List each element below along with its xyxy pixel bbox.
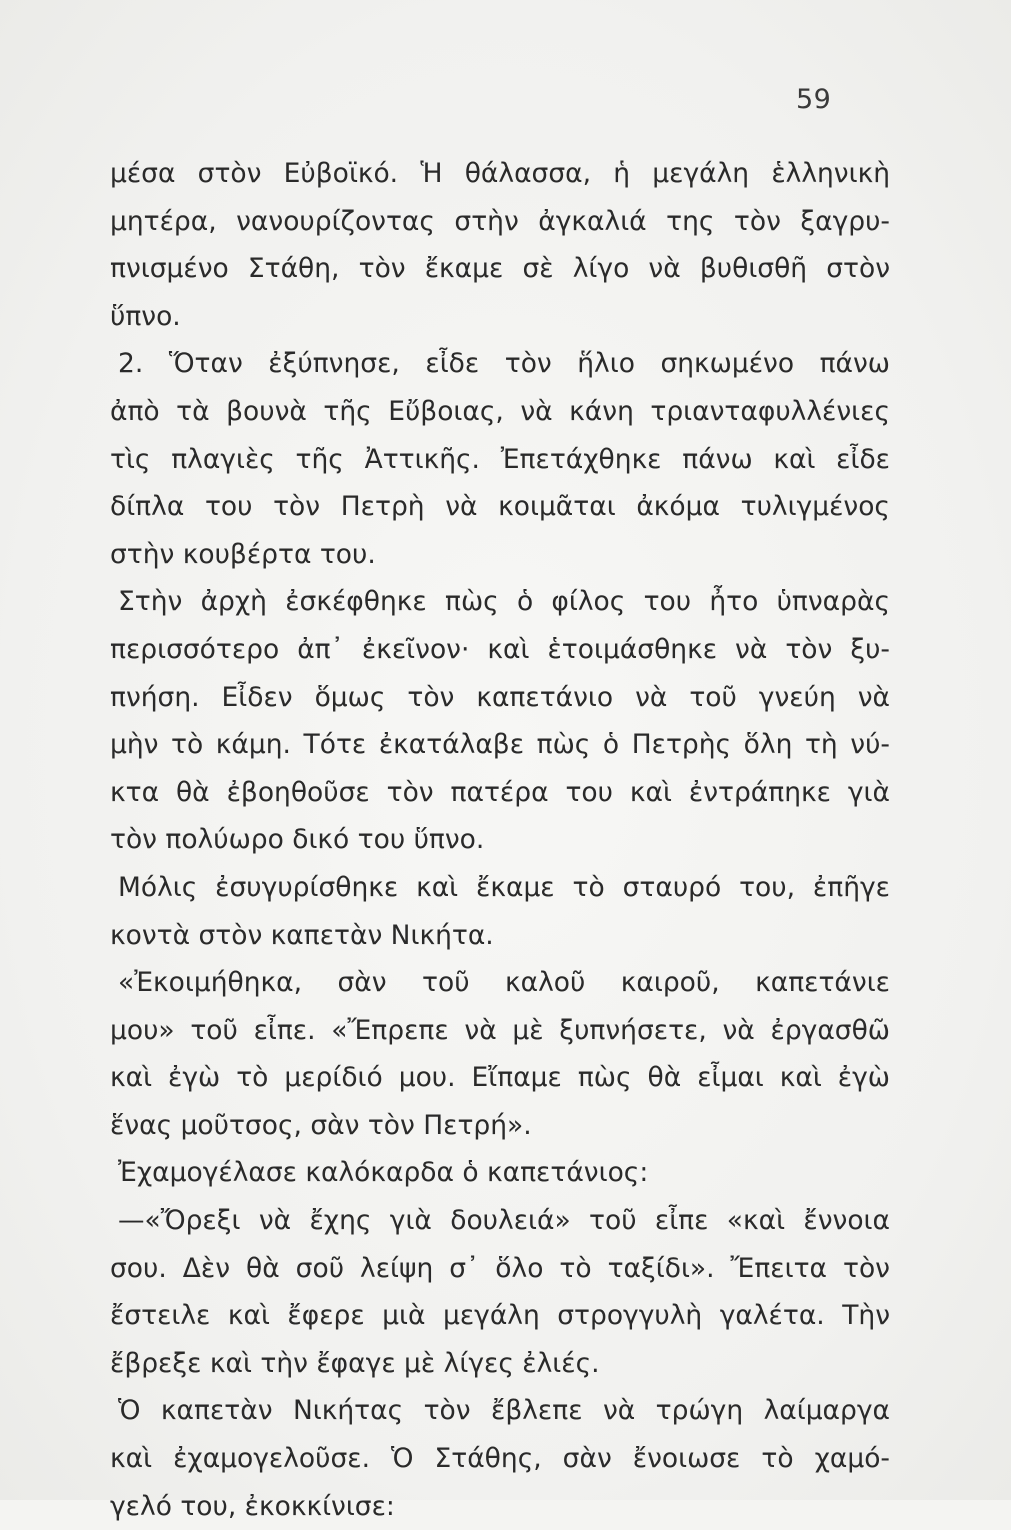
text-line: ἔβρεξε καὶ τὴν ἔφαγε μὲ λίγες ἐλιές.	[110, 1347, 600, 1379]
text-line: μου» τοῦ εἶπε. «Ἔπρεπε νὰ μὲ ξυπνήσετε, νὰ ἐργασθῶ	[110, 1014, 890, 1046]
text-line: μητέρα, νανουρίζοντας στὴν ἀγκαλιά της τὸν ξαγρυ-	[110, 205, 890, 237]
text-line: ὕπνο.	[110, 300, 181, 332]
text-line: μὴν τὸ κάμη. Τότε ἐκατάλαβε πὼς ὁ Πετρὴς ὅλη τὴ νύ-	[110, 729, 890, 761]
text-line: «Ἐκοιμήθηκα, σὰν τοῦ καλοῦ καιροῦ, καπετάνιε	[118, 967, 890, 999]
text-line: κοντὰ στὸν καπετὰν Νικήτα.	[110, 919, 494, 951]
text-line: καὶ ἐγὼ τὸ μερίδιό μου. Εἴπαμε πὼς θὰ εἶμαι καὶ ἐγὼ	[110, 1062, 890, 1094]
text-line: Μόλις ἐσυγυρίσθηκε καὶ ἔκαμε τὸ σταυρό του, ἐπῆγε	[118, 871, 890, 903]
text-line: τὶς πλαγιὲς τῆς Ἀττικῆς. Ἐπετάχθηκε πάνω καὶ εἶδε	[110, 443, 890, 475]
text-line: 2. Ὅταν ἐξύπνησε, εἶδε τὸν ἥλιο σηκωμένο πάνω	[118, 348, 890, 380]
text-line: κτα θὰ ἐβοηθοῦσε τὸν πατέρα του καὶ ἐντράπηκε γιὰ	[110, 776, 890, 808]
text-line: Στὴν ἀρχὴ ἐσκέφθηκε πὼς ὁ φίλος του ἦτο ὑπναρὰς	[118, 586, 890, 618]
text-line: στὴν κουβέρτα του.	[110, 538, 376, 570]
text-line: ἕνας μοῦτσος, σὰν τὸν Πετρή».	[110, 1109, 532, 1141]
text-line: —«Ὄρεξι νὰ ἔχης γιὰ δουλειά» τοῦ εἶπε «καὶ ἔννοια	[118, 1205, 890, 1237]
text-line: ἔστειλε καὶ ἔφερε μιὰ μεγάλη στρογγυλὴ γαλέτα. Τὴν	[110, 1300, 890, 1332]
text-line: σου. Δὲν θὰ σοῦ λείψη σ᾿ ὅλο τὸ ταξίδι». Ἔπειτα τὸν	[110, 1252, 890, 1284]
text-line: Ὁ καπετὰν Νικήτας τὸν ἔβλεπε νὰ τρώγη λαίμαργα	[118, 1395, 890, 1427]
text-line: Ἐχαμογέλασε καλόκαρδα ὁ καπετάνιος:	[118, 1157, 649, 1189]
page-number: 59	[796, 84, 832, 115]
text-line: καὶ ἐχαμογελοῦσε. Ὁ Στάθης, σὰν ἔνοιωσε τὸ χαμό-	[110, 1443, 890, 1475]
text-line: μέσα στὸν Εὐβοϊκό. Ἡ θάλασσα, ἡ μεγάλη ἑλληνικὴ	[110, 158, 890, 189]
text-line: δίπλα του τὸν Πετρὴ νὰ κοιμᾶται ἀκόμα τυλιγμένος	[110, 491, 890, 523]
text-line: ἀπὸ τὰ βουνὰ τῆς Εὔβοιας, νὰ κάνη τριανταφυλλένιες	[110, 395, 890, 427]
text-line: πνισμένο Στάθη, τὸν ἔκαμε σὲ λίγο νὰ βυθισθῆ στὸν	[110, 253, 890, 285]
text-line: τὸν πολύωρο δικό του ὕπνο.	[110, 824, 485, 856]
body-text	[110, 150, 890, 1530]
text-line: περισσότερο ἀπ᾿ ἐκεῖνον· καὶ ἑτοιμάσθηκε νὰ τὸν ξυ-	[110, 633, 890, 665]
text-line: πνήση. Εἶδεν ὅμως τὸν καπετάνιο νὰ τοῦ γνεύη νὰ	[110, 681, 890, 713]
text-line: γελό του, ἐκοκκίνισε:	[110, 1490, 395, 1522]
